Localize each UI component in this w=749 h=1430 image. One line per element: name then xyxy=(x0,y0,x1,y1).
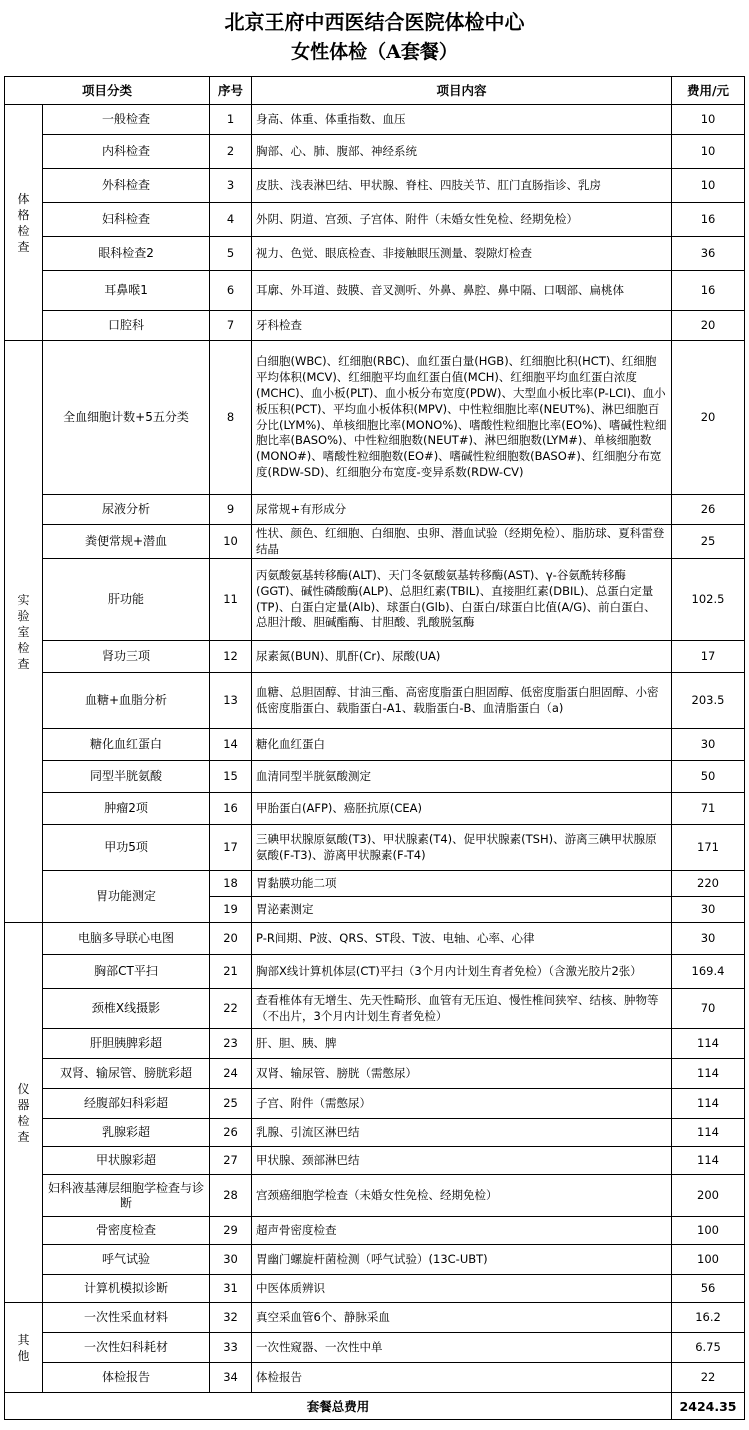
item-fee: 171 xyxy=(672,825,745,871)
item-fee: 16 xyxy=(672,203,745,237)
item-fee: 71 xyxy=(672,793,745,825)
table-row xyxy=(5,641,745,673)
item-seq: 33 xyxy=(210,1333,252,1363)
item-content: 血清同型半胱氨酸测定 xyxy=(252,761,672,793)
table-row xyxy=(5,105,745,135)
group-label xyxy=(5,923,43,1303)
item-name: 耳鼻喉1 xyxy=(43,271,210,311)
item-fee: 220 xyxy=(672,871,745,897)
item-fee: 114 xyxy=(672,1089,745,1119)
item-fee: 20 xyxy=(672,341,745,495)
table-row xyxy=(5,923,745,955)
item-name: 肿瘤2项 xyxy=(43,793,210,825)
item-seq: 15 xyxy=(210,761,252,793)
item-content: P-R间期、P波、QRS、ST段、T波、电轴、心率、心律 xyxy=(252,923,672,955)
item-name: 妇科液基薄层细胞学检查与诊断 xyxy=(43,1175,210,1217)
item-name: 血糖+血脂分析 xyxy=(43,673,210,729)
group-label-text: 体格检查 xyxy=(17,191,30,254)
item-seq: 24 xyxy=(210,1059,252,1089)
table-row xyxy=(5,1175,745,1217)
table-row xyxy=(5,203,745,237)
item-fee: 114 xyxy=(672,1119,745,1147)
item-seq: 4 xyxy=(210,203,252,237)
item-content: 性状、颜色、红细胞、白细胞、虫卵、潜血试验（经期免检）、脂肪球、夏科雷登结晶 xyxy=(252,525,672,559)
table-row xyxy=(5,825,745,871)
table-row xyxy=(5,793,745,825)
item-fee: 36 xyxy=(672,237,745,271)
header-fee: 费用/元 xyxy=(672,77,745,105)
item-seq: 29 xyxy=(210,1217,252,1245)
table-row xyxy=(5,271,745,311)
item-fee: 16 xyxy=(672,271,745,311)
table-row xyxy=(5,673,745,729)
group-label-text: 其他 xyxy=(17,1332,30,1363)
item-seq: 27 xyxy=(210,1147,252,1175)
item-seq: 12 xyxy=(210,641,252,673)
table-row xyxy=(5,989,745,1029)
item-name: 全血细胞计数+5五分类 xyxy=(43,341,210,495)
item-fee: 100 xyxy=(672,1217,745,1245)
item-name: 计算机模拟诊断 xyxy=(43,1275,210,1303)
item-seq: 7 xyxy=(210,311,252,341)
item-name: 经腹部妇科彩超 xyxy=(43,1089,210,1119)
table-row xyxy=(5,1147,745,1175)
item-name: 粪便常规+潜血 xyxy=(43,525,210,559)
item-name: 呼气试验 xyxy=(43,1245,210,1275)
item-fee: 10 xyxy=(672,105,745,135)
item-fee: 114 xyxy=(672,1147,745,1175)
table-row xyxy=(5,341,745,495)
table-row xyxy=(5,871,745,897)
item-content: 超声骨密度检查 xyxy=(252,1217,672,1245)
table-row xyxy=(5,559,745,641)
group-label xyxy=(5,341,43,923)
item-name: 口腔科 xyxy=(43,311,210,341)
item-fee: 200 xyxy=(672,1175,745,1217)
item-name: 肝胆胰脾彩超 xyxy=(43,1029,210,1059)
item-content: 血糖、总胆固醇、甘油三酯、高密度脂蛋白胆固醇、低密度脂蛋白胆固醇、小密低密度脂蛋白、载脂蛋白-A1、载脂蛋白-B、血清脂蛋白（a) xyxy=(252,673,672,729)
table-row xyxy=(5,169,745,203)
item-seq: 11 xyxy=(210,559,252,641)
item-name: 肝功能 xyxy=(43,559,210,641)
item-seq: 9 xyxy=(210,495,252,525)
item-name: 眼科检查2 xyxy=(43,237,210,271)
item-content: 中医体质辨识 xyxy=(252,1275,672,1303)
item-content: 胃幽门螺旋杆菌检测（呼气试验）(13C-UBT) xyxy=(252,1245,672,1275)
item-content: 视力、色觉、眼底检查、非接触眼压测量、裂隙灯检查 xyxy=(252,237,672,271)
table-row xyxy=(5,495,745,525)
item-fee: 10 xyxy=(672,135,745,169)
item-seq: 10 xyxy=(210,525,252,559)
item-name: 颈椎X线摄影 xyxy=(43,989,210,1029)
item-fee: 17 xyxy=(672,641,745,673)
item-seq: 5 xyxy=(210,237,252,271)
item-content: 外阴、阴道、宫颈、子宫体、附件（未婚女性免检、经期免检） xyxy=(252,203,672,237)
item-content: 甲胎蛋白(AFP)、癌胚抗原(CEA) xyxy=(252,793,672,825)
item-seq: 16 xyxy=(210,793,252,825)
item-content: 胃泌素测定 xyxy=(252,897,672,923)
item-seq: 28 xyxy=(210,1175,252,1217)
item-content: 尿素氮(BUN)、肌酐(Cr)、尿酸(UA) xyxy=(252,641,672,673)
table-row xyxy=(5,1275,745,1303)
group-label-text: 实验室检查 xyxy=(17,592,30,671)
item-seq: 22 xyxy=(210,989,252,1029)
table-row xyxy=(5,1303,745,1333)
table-row xyxy=(5,729,745,761)
item-seq: 31 xyxy=(210,1275,252,1303)
item-fee: 26 xyxy=(672,495,745,525)
title-block xyxy=(0,0,749,76)
item-content: 丙氨酸氨基转移酶(ALT)、天门冬氨酸氨基转移酶(AST)、γ-谷氨酰转移酶(GGT)、碱性磷酸酶(ALP)、总胆红素(TBIL)、直接胆红素(DBIL)、总蛋白定量(TP)、白蛋白定量(Alb)、球蛋白(Glb)、白蛋白/球蛋白比值(A/G)、前白蛋白、总胆汁酸、胆碱酯酶、甘胆酸、乳酸脱氢酶 xyxy=(252,559,672,641)
item-content: 真空采血管6个、静脉采血 xyxy=(252,1303,672,1333)
item-seq: 17 xyxy=(210,825,252,871)
total-fee: 2424.35 xyxy=(672,1393,745,1420)
item-name: 一次性妇科耗材 xyxy=(43,1333,210,1363)
item-seq: 23 xyxy=(210,1029,252,1059)
item-fee: 16.2 xyxy=(672,1303,745,1333)
item-seq: 20 xyxy=(210,923,252,955)
table-row xyxy=(5,237,745,271)
item-content: 皮肤、浅表淋巴结、甲状腺、脊柱、四肢关节、肛门直肠指诊、乳房 xyxy=(252,169,672,203)
item-content: 乳腺、引流区淋巴结 xyxy=(252,1119,672,1147)
item-name: 外科检查 xyxy=(43,169,210,203)
item-seq: 32 xyxy=(210,1303,252,1333)
item-fee: 169.4 xyxy=(672,955,745,989)
item-content: 牙科检查 xyxy=(252,311,672,341)
group-label xyxy=(5,1303,43,1393)
item-fee: 203.5 xyxy=(672,673,745,729)
item-seq: 19 xyxy=(210,897,252,923)
item-name: 甲状腺彩超 xyxy=(43,1147,210,1175)
item-name: 一次性采血材料 xyxy=(43,1303,210,1333)
table-row xyxy=(5,1059,745,1089)
item-name: 同型半胱氨酸 xyxy=(43,761,210,793)
item-content: 查看椎体有无增生、先天性畸形、血管有无压迫、慢性椎间狭窄、结核、肿物等（不出片，3个月内计划生育者免检） xyxy=(252,989,672,1029)
item-content: 糖化血红蛋白 xyxy=(252,729,672,761)
table-row xyxy=(5,955,745,989)
item-content: 甲状腺、颈部淋巴结 xyxy=(252,1147,672,1175)
item-name: 乳腺彩超 xyxy=(43,1119,210,1147)
table-row xyxy=(5,1119,745,1147)
item-content: 尿常规+有形成分 xyxy=(252,495,672,525)
item-content: 胸部X线计算机体层(CT)平扫（3个月内计划生育者免检）（含激光胶片2张） xyxy=(252,955,672,989)
item-fee: 30 xyxy=(672,729,745,761)
price-table xyxy=(4,76,745,1420)
item-fee: 30 xyxy=(672,923,745,955)
total-label: 套餐总费用 xyxy=(5,1393,672,1420)
item-content: 肝、胆、胰、脾 xyxy=(252,1029,672,1059)
item-seq: 3 xyxy=(210,169,252,203)
item-name: 体检报告 xyxy=(43,1363,210,1393)
item-name: 胃功能测定 xyxy=(43,871,210,923)
header-category: 项目分类 xyxy=(5,77,210,105)
item-name: 妇科检查 xyxy=(43,203,210,237)
table-row xyxy=(5,1333,745,1363)
item-name: 一般检查 xyxy=(43,105,210,135)
item-fee: 10 xyxy=(672,169,745,203)
table-row xyxy=(5,1029,745,1059)
table-row xyxy=(5,311,745,341)
item-name: 尿液分析 xyxy=(43,495,210,525)
table-row xyxy=(5,525,745,559)
item-content: 一次性窥器、一次性中单 xyxy=(252,1333,672,1363)
item-fee: 100 xyxy=(672,1245,745,1275)
item-seq: 13 xyxy=(210,673,252,729)
group-label-text: 仪器检查 xyxy=(17,1081,30,1144)
item-content: 三碘甲状腺原氨酸(T3)、甲状腺素(T4)、促甲状腺素(TSH)、游离三碘甲状腺原氨酸(F-T3)、游离甲状腺素(F-T4) xyxy=(252,825,672,871)
item-content: 双肾、输尿管、膀胱（需憋尿） xyxy=(252,1059,672,1089)
table-body xyxy=(5,105,745,1393)
item-content: 宫颈癌细胞学检查（未婚女性免检、经期免检） xyxy=(252,1175,672,1217)
item-seq: 25 xyxy=(210,1089,252,1119)
item-seq: 34 xyxy=(210,1363,252,1393)
item-seq: 18 xyxy=(210,871,252,897)
item-fee: 22 xyxy=(672,1363,745,1393)
item-seq: 30 xyxy=(210,1245,252,1275)
table-header-row xyxy=(5,77,745,105)
group-label xyxy=(5,105,43,341)
header-seq: 序号 xyxy=(210,77,252,105)
item-name: 双肾、输尿管、膀胱彩超 xyxy=(43,1059,210,1089)
item-fee: 20 xyxy=(672,311,745,341)
table-row xyxy=(5,1089,745,1119)
item-name: 甲功5项 xyxy=(43,825,210,871)
item-fee: 30 xyxy=(672,897,745,923)
item-name: 内科检查 xyxy=(43,135,210,169)
item-content: 体检报告 xyxy=(252,1363,672,1393)
table-row xyxy=(5,1217,745,1245)
item-fee: 114 xyxy=(672,1029,745,1059)
item-fee: 25 xyxy=(672,525,745,559)
total-row xyxy=(5,1393,745,1420)
item-name: 骨密度检查 xyxy=(43,1217,210,1245)
item-content: 胃黏膜功能二项 xyxy=(252,871,672,897)
item-seq: 8 xyxy=(210,341,252,495)
item-fee: 102.5 xyxy=(672,559,745,641)
item-seq: 26 xyxy=(210,1119,252,1147)
document-subtitle: 女性体检（A套餐） xyxy=(291,41,458,63)
item-content: 耳廓、外耳道、鼓膜、音叉测听、外鼻、鼻腔、鼻中隔、口咽部、扁桃体 xyxy=(252,271,672,311)
item-fee: 70 xyxy=(672,989,745,1029)
item-seq: 2 xyxy=(210,135,252,169)
item-fee: 50 xyxy=(672,761,745,793)
item-seq: 14 xyxy=(210,729,252,761)
table-row xyxy=(5,1245,745,1275)
item-seq: 6 xyxy=(210,271,252,311)
item-name: 电脑多导联心电图 xyxy=(43,923,210,955)
item-name: 胸部CT平扫 xyxy=(43,955,210,989)
item-fee: 6.75 xyxy=(672,1333,745,1363)
item-name: 肾功三项 xyxy=(43,641,210,673)
item-content: 子宫、附件（需憋尿） xyxy=(252,1089,672,1119)
item-seq: 1 xyxy=(210,105,252,135)
item-fee: 56 xyxy=(672,1275,745,1303)
item-fee: 114 xyxy=(672,1059,745,1089)
header-content: 项目内容 xyxy=(252,77,672,105)
item-content: 身高、体重、体重指数、血压 xyxy=(252,105,672,135)
table-row xyxy=(5,135,745,169)
item-name: 糖化血红蛋白 xyxy=(43,729,210,761)
table-row xyxy=(5,761,745,793)
table-row xyxy=(5,1363,745,1393)
item-content: 胸部、心、肺、腹部、神经系统 xyxy=(252,135,672,169)
item-content: 白细胞(WBC)、红细胞(RBC)、血红蛋白量(HGB)、红细胞比积(HCT)、红细胞平均体积(MCV)、红细胞平均血红蛋白值(MCH)、红细胞平均血红蛋白浓度(MCHC)、血小板(PLT)、血小板分布宽度(PDW)、大型血小板比率(P-LCI)、血小板压积(PCT)、平均血小板体积(MPV)、中性粒细胞比率(NEUT%)、淋巴细胞百分比(LYM%)、单核细胞比率(MONO%)、嗜酸性粒细胞比率(EO%)、嗜碱性粒细胞比率(BASO%)、中性粒细胞数(NEUT#)、淋巴细胞数(LYM#)、单核细胞数(MONO#)、嗜酸性粒细胞数(EO#)、嗜碱性粒细胞数(BASO#)、红细胞分布宽度(RDW-SD)、红细胞分布宽度-变异系数(RDW-CV) xyxy=(252,341,672,495)
document-title: 北京王府中西医结合医院体检中心 xyxy=(224,10,525,34)
item-seq: 21 xyxy=(210,955,252,989)
